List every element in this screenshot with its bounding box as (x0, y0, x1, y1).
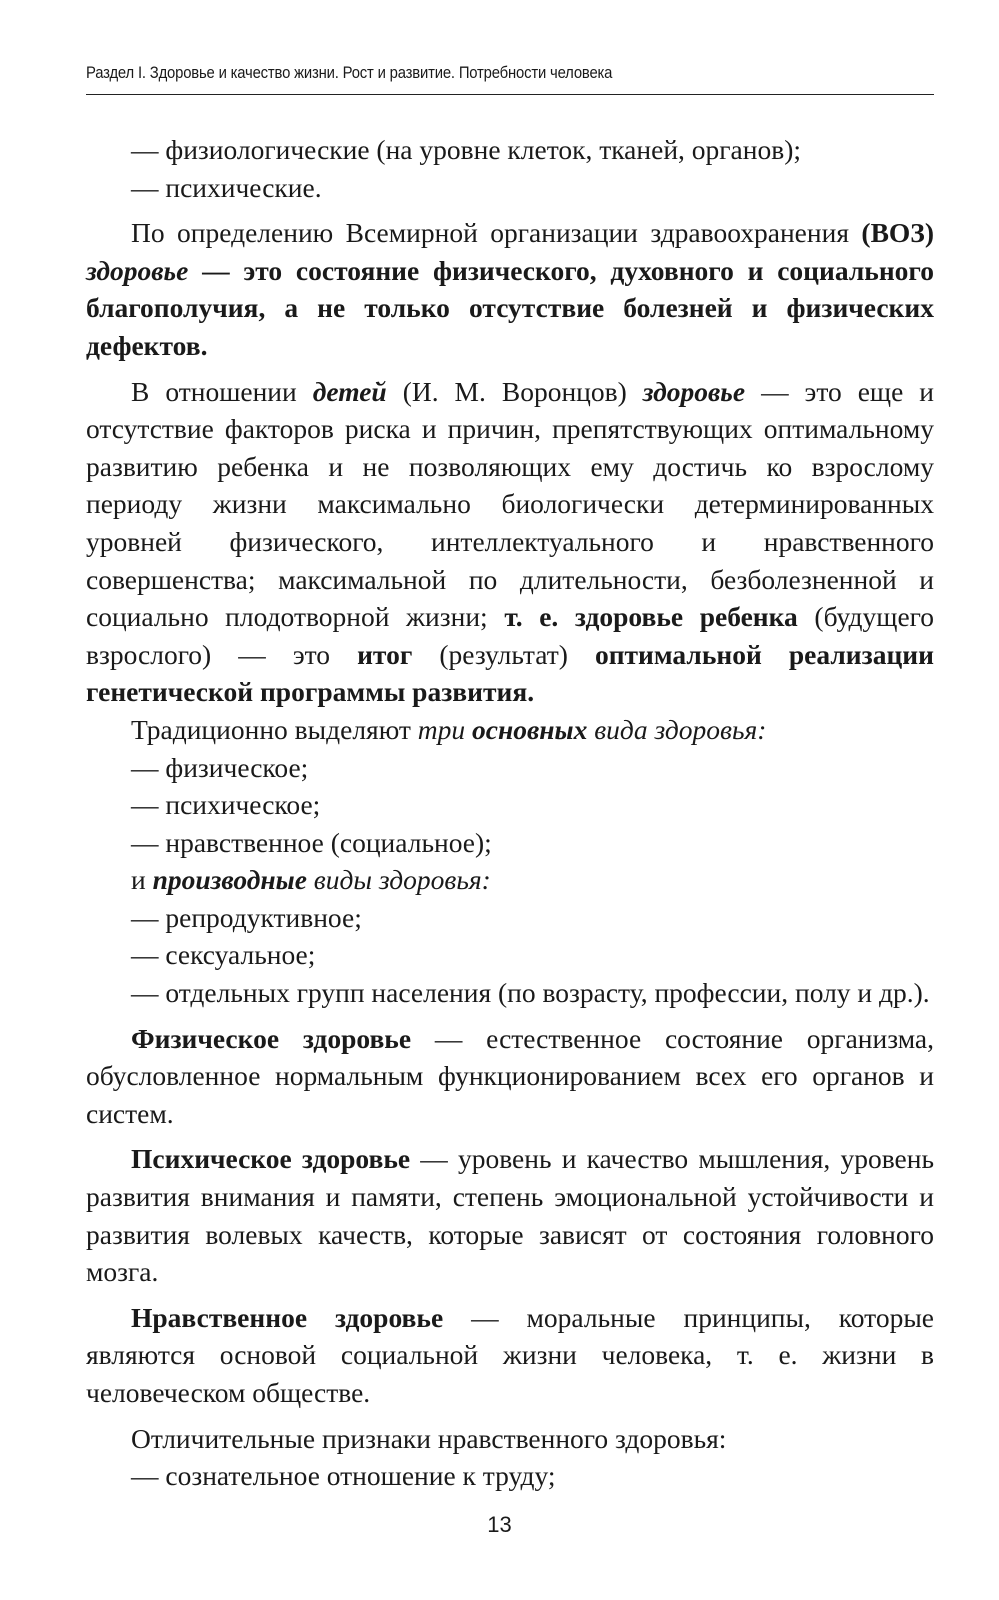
list-item: — отдельных групп населения (по возрасту, профессии, полу и др.). (131, 977, 930, 1009)
paragraph-physical-health (86, 1020, 934, 1133)
term: Психическое здоровье (131, 1143, 411, 1175)
bold-italic-run: здоровье (642, 375, 746, 407)
list-item: — нравственное (социальное); (131, 826, 492, 858)
list-item: — физиологические (на уровне клеток, тканей, органов); (131, 134, 802, 165)
bold-run: оптимальной реализации генетической программы развития. (86, 638, 934, 708)
bold-run: итог (357, 638, 413, 670)
paragraph-signs-intro: Отличительные признаки нравственного здоровья: (131, 1422, 727, 1454)
bold-italic-run: основных (472, 713, 588, 745)
text-run: — это еще и отсутствие факторов риска и причин, препятствующих оптимальному развитию ребенка и не позволяющих ему достичь ко взрослому периоду жизни максимально биологически детерминированных уровней физического, интеллектуального и нравственного совершенства; максимальной по длительности, безболезненной и социально плодотворной жизни; (86, 375, 935, 633)
term: Нравственное здоровье (131, 1301, 444, 1333)
list-item: — сексуальное; (131, 939, 316, 971)
italic-run: вида здоровья: (587, 713, 767, 745)
page-body (86, 131, 934, 1495)
bold-italic-run: производные (152, 864, 307, 896)
running-header: Раздел I. Здоровье и качество жизни. Рост и развитие. Потребности человека (86, 64, 613, 82)
italic-run: виды здоровья: (306, 864, 491, 896)
definition-text: — естественное состояние организма, обусловленное нормальным функционированием всех его органов и систем. (86, 1022, 934, 1129)
list-item: — психические. (131, 171, 322, 203)
text-run: (результат) (412, 638, 595, 670)
text-run: В отношении (131, 375, 313, 407)
list-item: — физическое; (131, 751, 309, 783)
paragraph-moral-health (86, 1299, 934, 1412)
italic-run: три (417, 713, 473, 745)
bold-run: — это состояние физического, духовного и социального благополучия, а не только отсутствие болезней и физических дефектов. (86, 254, 934, 361)
text-run: Традиционно выделяют (131, 713, 418, 745)
text-run: (И. М. Воронцов) (386, 375, 643, 407)
term: Физическое здоровье (131, 1022, 412, 1054)
bold-run: (ВОЗ) (861, 217, 934, 249)
header-divider (86, 94, 934, 95)
bold-italic-run: здоровье (86, 254, 189, 286)
text-run: (будущего взрослого) — это (86, 601, 935, 670)
list-item: — сознательное отношение к труду; (131, 1460, 556, 1492)
paragraph-children-definition (86, 373, 934, 711)
bold-run: т. е. здоровье ребенка (504, 601, 798, 633)
definition-text: — уровень и качество мышления, уровень развития внимания и памяти, степень эмоциональной устойчивости и развития волевых качеств, которые зависят от состояния головного мозга. (86, 1143, 934, 1288)
text-run: По определению Всемирной организации здравоохранения (131, 217, 862, 249)
list-item: — репродуктивное; (131, 901, 362, 933)
page-number: 13 (487, 1512, 512, 1537)
list-item: — психическое; (131, 789, 321, 821)
paragraph-types-intro (86, 711, 934, 749)
paragraph-who-definition (86, 214, 934, 364)
definition-text: — моральные принципы, которые являются основой социальной жизни человека, т. е. жизни в человеческом обществе. (86, 1301, 934, 1408)
paragraph-mental-health (86, 1140, 934, 1290)
bold-italic-run: детей (312, 375, 387, 407)
paragraph-derived-intro (86, 861, 934, 899)
text-run: и (131, 864, 153, 896)
